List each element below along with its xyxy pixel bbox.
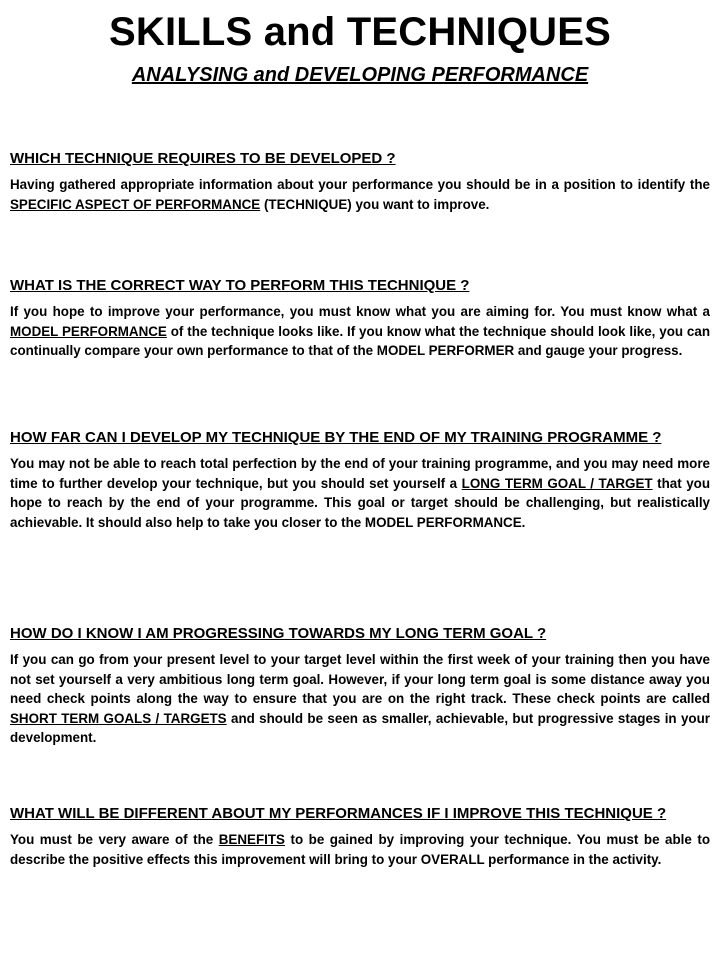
key-term: LONG TERM GOAL / TARGET bbox=[461, 475, 653, 491]
body-text: (TECHNIQUE) you want to improve. bbox=[260, 196, 490, 212]
section-how-far bbox=[10, 427, 710, 532]
page-title: SKILLS and TECHNIQUES bbox=[108, 10, 611, 54]
section-heading: HOW FAR CAN I DEVELOP MY TECHNIQUE BY THE END OF MY TRAINING PROGRAMME ? bbox=[10, 429, 662, 446]
body-text: to be gained by improving your technique. You must be able to describe the positive effects this improvement will bring to your OVERALL performance in the activity. bbox=[10, 832, 710, 867]
key-term: MODEL PERFORMANCE bbox=[10, 323, 167, 339]
section-heading: WHICH TECHNIQUE REQUIRES TO BE DEVELOPED ? bbox=[10, 150, 396, 167]
body-text: You may not be able to reach total perfection by the end of your training programme, and you may need more time to further develop your technique, but you should set yourself a bbox=[10, 456, 710, 491]
section-body bbox=[10, 175, 710, 214]
page-subtitle: ANALYSING and DEVELOPING PERFORMANCE bbox=[131, 64, 589, 86]
body-text: and should be seen as smaller, achievable, but progressive stages in your development. bbox=[10, 710, 710, 746]
section-heading: HOW DO I KNOW I AM PROGRESSING TOWARDS MY LONG TERM GOAL ? bbox=[10, 625, 547, 642]
section-body bbox=[10, 650, 710, 748]
body-text: Having gathered appropriate information about your performance you should be in a position to identify the bbox=[10, 177, 710, 192]
key-term: SHORT TERM GOALS / TARGETS bbox=[10, 710, 227, 726]
section-body bbox=[10, 302, 710, 361]
section-correct-way bbox=[10, 275, 710, 361]
body-text: You must be very aware of the bbox=[10, 832, 219, 847]
body-text: If you hope to improve your performance, you must know what you are aiming for. You must know what a bbox=[10, 304, 710, 319]
body-text: of the technique looks like. If you know what the technique should look like, you can continually compare your own performance to that of the MODEL PERFORMER and gauge your progress. bbox=[10, 323, 710, 359]
section-which-technique bbox=[10, 148, 710, 214]
section-body bbox=[10, 830, 710, 869]
section-heading: WHAT IS THE CORRECT WAY TO PERFORM THIS TECHNIQUE ? bbox=[10, 277, 470, 294]
section-heading: WHAT WILL BE DIFFERENT ABOUT MY PERFORMANCES IF I IMPROVE THIS TECHNIQUE ? bbox=[10, 805, 667, 822]
section-what-different bbox=[10, 803, 710, 869]
key-term: SPECIFIC ASPECT OF PERFORMANCE bbox=[10, 196, 261, 212]
section-progressing bbox=[10, 623, 710, 748]
key-term: BENEFITS bbox=[218, 832, 285, 847]
body-text: If you can go from your present level to your target level within the first week of your training then you have not set yourself a very ambitious long term goal. However, if your long term goal is some distance away you need check points along the way to ensure that you are on the right track. These check points are called bbox=[10, 652, 710, 707]
body-text: that you hope to reach by the end of your programme. This goal or target should be challenging, but realistically achievable. It should also help to take you closer to the MODEL PERFORMANCE. bbox=[10, 475, 711, 530]
section-body bbox=[10, 454, 710, 532]
